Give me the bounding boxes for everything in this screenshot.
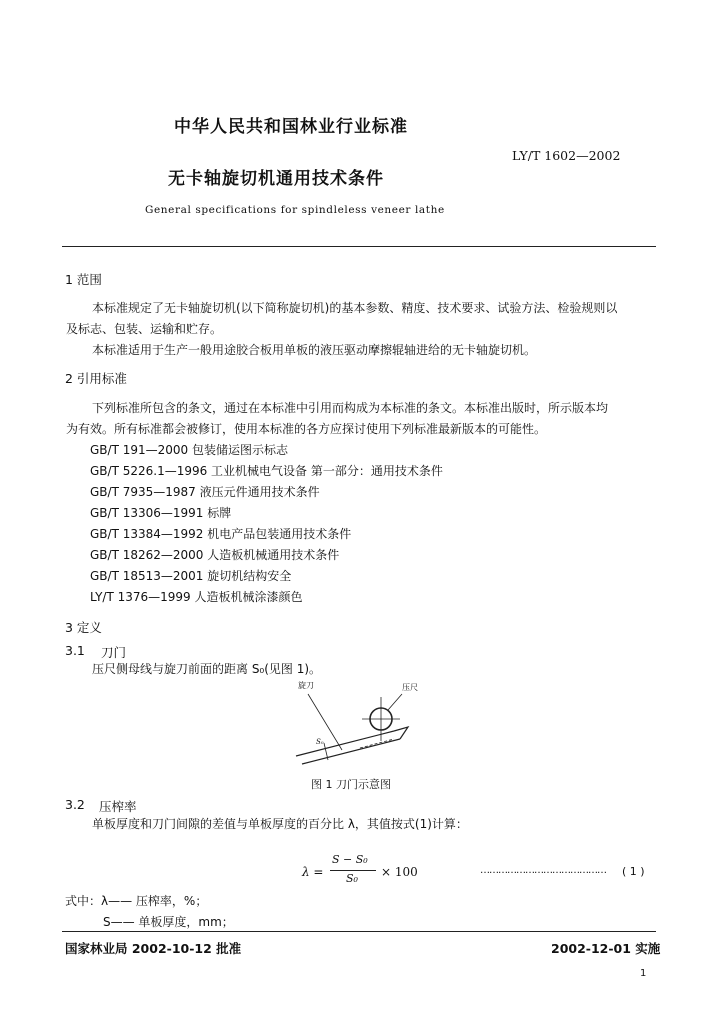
- standard-code: LY/T 1602—2002: [512, 148, 621, 163]
- formula-rhs: × 100: [381, 865, 418, 879]
- definition-3-2-number: 3.2: [65, 797, 85, 812]
- definition-3-1-number: 3.1: [65, 643, 85, 658]
- formula-denominator: S₀: [346, 872, 358, 885]
- reference-item: GB/T 13306—1991 标牌: [90, 506, 232, 520]
- section-1-paragraph-2: 本标准适用于生产一般用途胶合板用单板的液压驱动摩擦辊轴进给的无卡轴旋切机。: [92, 343, 537, 357]
- org-title: 中华人民共和国林业行业标准: [174, 117, 408, 137]
- formula-number: ( 1 ): [622, 865, 645, 878]
- formula-where-line-2: S—— 单板厚度，mm；: [103, 915, 234, 929]
- footer-divider: [62, 931, 656, 932]
- document-title: 无卡轴旋切机通用技术条件: [168, 169, 384, 189]
- implementation-date: 2002-12-01 实施: [551, 941, 661, 956]
- section-2-intro-line-1: 下列标准所包含的条文，通过在本标准中引用而构成为本标准的条文。本标准出版时，所示版本均: [92, 401, 609, 415]
- figure-label-s0: S₀: [316, 738, 324, 746]
- reference-item: GB/T 7935—1987 液压元件通用技术条件: [90, 485, 320, 499]
- reference-item: GB/T 191—2000 包装储运图示标志: [90, 443, 288, 457]
- formula-where-line-1: 式中：λ—— 压榨率，%；: [65, 894, 208, 908]
- figure-1-caption: 图 1 刀门示意图: [311, 778, 391, 791]
- definition-3-1-text: 压尺侧母线与旋刀前面的距离 S₀(见图 1)。: [92, 662, 322, 676]
- section-3-heading: 3 定义: [65, 620, 102, 635]
- figure-label-pressure-bar: 压尺: [402, 683, 418, 692]
- section-1-paragraph-1-line-1: 本标准规定了无卡轴旋切机(以下简称旋切机)的基本参数、精度、技术要求、试验方法、检验规则以: [92, 301, 618, 315]
- formula-fraction-bar: [330, 870, 376, 871]
- section-2-heading: 2 引用标准: [65, 371, 127, 386]
- formula-lhs: λ =: [302, 865, 324, 879]
- section-1-heading: 1 范围: [65, 272, 102, 287]
- section-1-paragraph-1-line-2: 及标志、包装、运输和贮存。: [66, 322, 223, 336]
- header-divider: [62, 246, 656, 247]
- figure-label-knife: 旋刀: [298, 681, 314, 690]
- approval-line: 国家林业局 2002-10-12 批准: [65, 941, 242, 956]
- definition-3-2-text: 单板厚度和刀门间隙的差值与单板厚度的百分比 λ，其值按式(1)计算：: [92, 817, 468, 831]
- reference-item: GB/T 5226.1—1996 工业机械电气设备 第一部分：通用技术条件: [90, 464, 443, 478]
- document-title-english: General specifications for spindleless veneer lathe: [145, 204, 445, 216]
- section-2-intro-line-2: 为有效。所有标准都会被修订，使用本标准的各方应探讨使用下列标准最新版本的可能性。: [66, 422, 547, 436]
- reference-item: LY/T 1376—1999 人造板机械涂漆颜色: [90, 590, 303, 604]
- reference-item: GB/T 18513—2001 旋切机结构安全: [90, 569, 292, 583]
- definition-3-2-title: 压榨率: [99, 799, 137, 814]
- definition-3-1-title: 刀门: [101, 645, 127, 660]
- reference-item: GB/T 13384—1992 机电产品包装通用技术条件: [90, 527, 352, 541]
- page-number: 1: [640, 968, 647, 979]
- reference-item: GB/T 18262—2000 人造板机械通用技术条件: [90, 548, 340, 562]
- figure-1-knife-gap-diagram: [290, 678, 450, 773]
- formula-leader-dots: ……………………………………: [480, 865, 606, 876]
- formula-numerator: S − S₀: [332, 853, 368, 866]
